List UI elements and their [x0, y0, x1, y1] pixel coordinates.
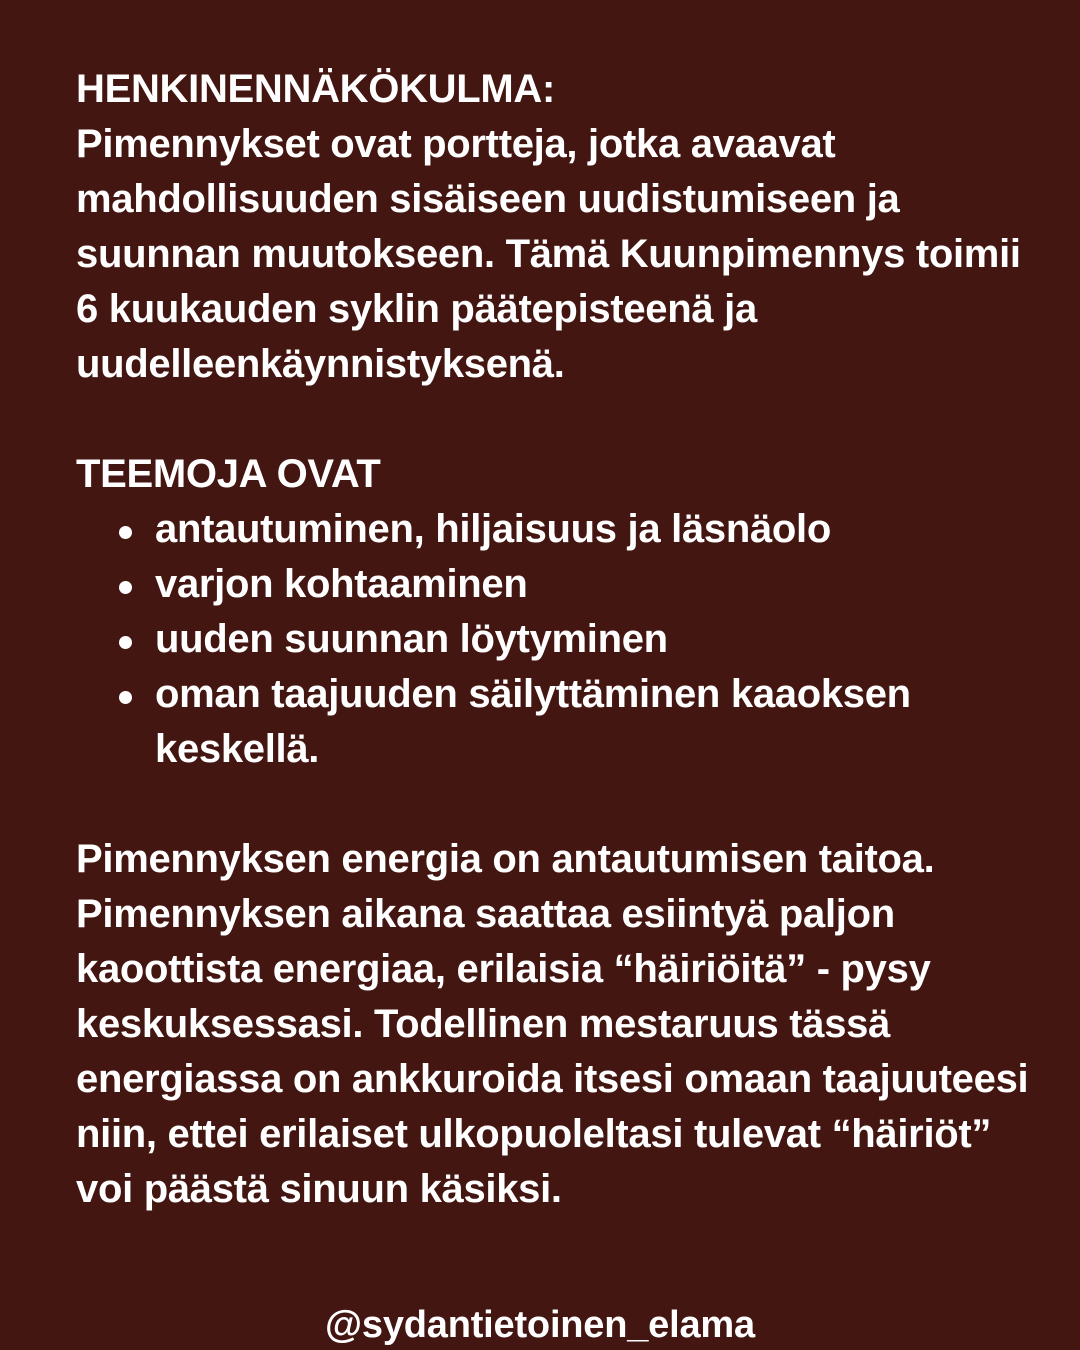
post-text	[76, 62, 1036, 1217]
themes-heading: TEEMOJA OVAT	[76, 452, 381, 496]
section-heading: HENKINENNÄKÖKULMA:	[76, 67, 556, 111]
spiritual-perspective-section	[76, 62, 1036, 392]
energy-paragraph: Pimennyksen energia on antautumisen taitoa. Pimennyksen aikana saattaa esiintyä paljon kaoottista energiaa, erilaisia “häiriöitä” - pysy keskuksessasi. Todellinen mestaruus tässä energiassa on ankkuroida itsesi omaan taajuuteesi niin, ettei erilaiset ulkopuoleltasi tulevat “häiriöt” voi päästä sinuun käsiksi.	[76, 837, 1029, 1211]
list-item: uuden suunnan löytyminen	[76, 612, 1036, 667]
list-item: varjon kohtaaminen	[76, 557, 1036, 612]
account-handle: @sydantietoinen_elama	[325, 1304, 755, 1346]
paragraph-gap	[76, 777, 1036, 832]
section-body: Pimennykset ovat portteja, jotka avaavat mahdollisuuden sisäiseen uudistumiseen ja suunnan muutokseen. Tämä Kuunpimennys toimii 6 kuukauden syklin päätepisteenä ja uudelleenkäynnistyksenä.	[76, 122, 1021, 386]
list-item: antautuminen, hiljaisuus ja läsnäolo	[76, 502, 1036, 557]
paragraph-gap	[76, 392, 1036, 447]
list-item: oman taajuuden säilyttäminen kaaoksen keskellä.	[76, 667, 1036, 777]
themes-list	[76, 502, 1036, 777]
